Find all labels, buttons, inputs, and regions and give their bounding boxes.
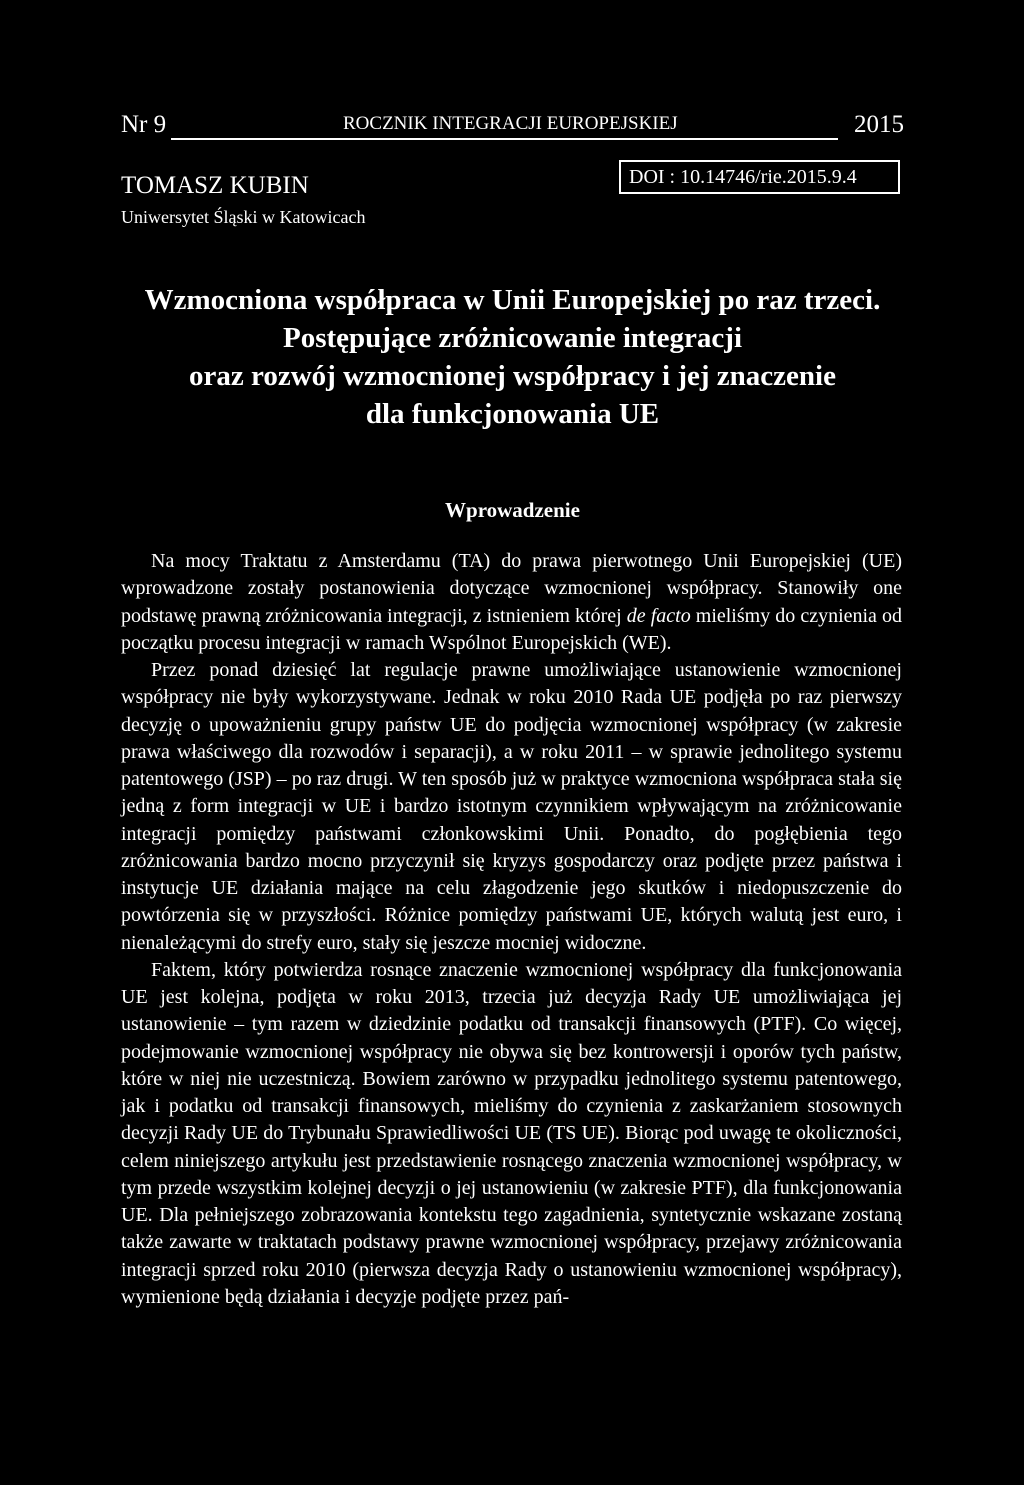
body-text <box>121 548 902 1311</box>
title-line: oraz rozwój wzmocnionej współpracy i jej znaczenie <box>189 360 836 392</box>
paragraph <box>121 657 902 957</box>
title-line: dla funkcjonowania UE <box>365 398 660 430</box>
doi-box: DOI : 10.14746/rie.2015.9.4 <box>619 160 900 194</box>
author-affiliation: Uniwersytet Śląski w Katowicach <box>121 207 366 227</box>
paragraph <box>121 957 902 1311</box>
title-line: Postępujące zróżnicowanie integracji <box>282 322 743 354</box>
paragraph-text: mieliśmy do czynienia od początku procesu integracji w ramach Wspólnot Europejskich (WE). <box>121 604 902 654</box>
journal-name: ROCZNIK INTEGRACJI EUROPEJSKIEJ <box>343 113 678 134</box>
italic-phrase: de facto <box>626 604 691 627</box>
header-rule <box>171 138 838 140</box>
issue-number: Nr 9 <box>121 111 167 138</box>
title-line: Wzmocniona współpraca w Unii Europejskiej po raz trzeci. <box>144 284 881 316</box>
author-name: TOMASZ KUBIN <box>121 172 309 199</box>
running-head <box>121 110 904 142</box>
paragraph-text: Przez ponad dziesięć lat regulacje prawne umożliwiające ustanowienie wzmocnionej współpracy nie były wykorzystywane. Jednak w roku 2010 Rada UE podjęła po raz pierwszy decyzję o upoważnieniu grupy państw UE do podjęcia wzmocnionej współpracy (w zakresie prawa właściwego dla rozwodów i separacji), a w roku 2011 – w sprawie jednolitego systemu patentowego (JSP) – po raz drugi. W ten sposób już w praktyce wzmocniona współpraca stała się jedną z form integracji w UE i bardzo istotnym czynnikiem wpływającym na zróżnicowanie integracji pomiędzy państwami członkowskimi Unii. Ponadto, do pogłębienia tego zróżnicowania bardzo mocno przyczynił się kryzys gospodarczy oraz podjęte przez państwa i instytucje UE działania mające na celu złagodzenie jego skutków i niedopuszczenie do powtórzenia się w przyszłości. Różnice pomiędzy państwami UE, których walutą jest euro, i nienależącymi do strefy euro, stały się jeszcze mocniej widoczne. <box>121 659 902 954</box>
paragraph-text: Faktem, który potwierdza rosnące znaczenie wzmocnionej współpracy dla funkcjonowania UE jest kolejna, podjęta w roku 2013, trzecia już decyzja Rady UE umożliwiająca jej ustanowienie – tym razem w dziedzinie podatku od transakcji finansowych (PTF). Co więcej, podejmowanie wzmocnionej współpracy nie obywa się bez kontrowersji i oporów tych państw, które w niej nie uczestniczą. Bowiem zarówno w przypadku jednolitego systemu patentowego, jak i podatku od transakcji finansowych, mieliśmy do czynienia z zaskarżaniem stosownych decyzji Rady UE do Trybunału Sprawiedliwości UE (TS UE). Biorąc pod uwagę te okoliczności, celem niniejszego artykułu jest przedstawienie rosnącego znaczenia wzmocnionej współpracy, w tym przede wszystkim kolejnej decyzji o jej ustanowieniu (w zakresie PTF), dla funkcjonowania UE. Dla pełniejszego zobrazowania kontekstu tego zagadnienia, syntetycznie wskazane zostaną także zawarte w traktatach podstawy prawne wzmocnionej współpracy, przejawy zróżnicowania integracji sprzed roku 2010 (pierwsza decyzja Rady o ustanowieniu wzmocnionej współpracy), wymienione będą działania i decyzje podjęte przez pań- <box>121 958 902 1308</box>
publication-year: 2015 <box>854 111 904 138</box>
article-title <box>121 281 904 433</box>
section-heading: Wprowadzenie <box>445 498 580 522</box>
paragraph <box>121 548 902 657</box>
paragraph-text: Na mocy Traktatu z Amsterdamu (TA) do prawa pierwotnego Unii Europejskiej (UE) wprowadzone zostały postanowienia dotyczące wzmocnionej współpracy. Stanowiły one podstawę prawną zróżnicowania integracji, z istnieniem której <box>121 550 902 627</box>
